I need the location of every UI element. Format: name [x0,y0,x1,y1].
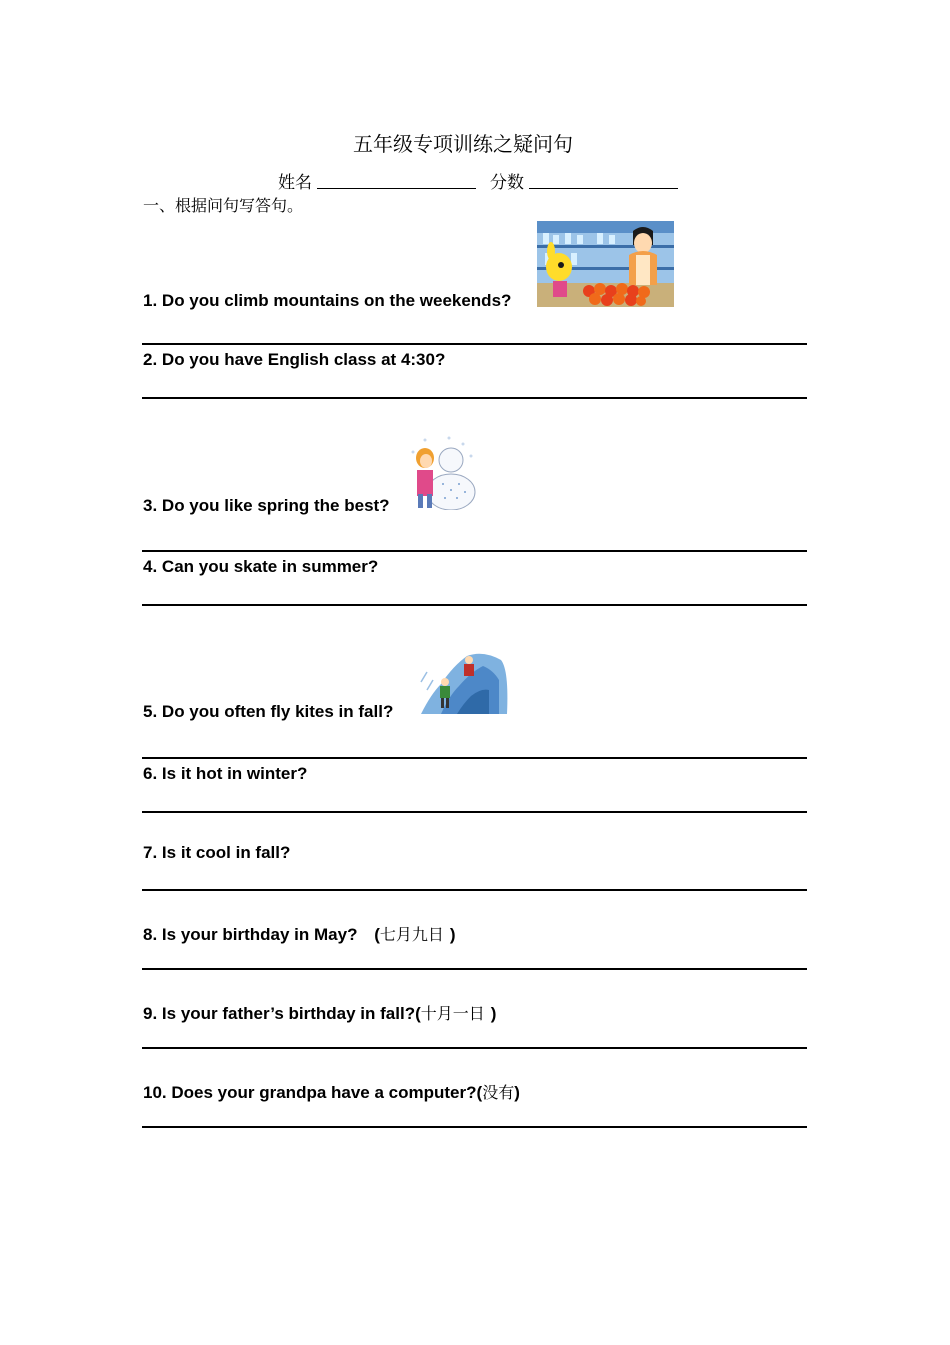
answer-line-2[interactable] [142,397,807,399]
question-text: Is it cool in fall? [161,843,291,862]
question-text: Do you like spring the best? [161,496,390,515]
question-number: 1. [143,291,158,310]
question-6 [143,764,307,784]
name-label: 姓名 [278,173,312,193]
answer-line-5[interactable] [142,757,807,759]
answer-line-7[interactable] [142,889,807,891]
question-number: 4. [143,557,158,576]
question-hint: 没有 [482,1083,515,1102]
question-text: Is it hot in winter? [161,764,308,783]
question-text: Do you have English class at 4:30? [161,350,446,369]
hint-open: ( [374,925,380,944]
section-heading: 一、根据问句写答句。 [143,196,304,215]
question-number: 9. [143,1004,158,1023]
question-text: Is your father’s birthday in fall? [161,1004,416,1023]
question-1 [143,291,511,311]
answer-line-10[interactable] [142,1126,807,1128]
question-number: 5. [143,702,158,721]
question-hint: 七月九日 [379,925,444,944]
question-number: 10. [143,1083,167,1102]
hint-open: ( [415,1004,421,1023]
answer-line-9[interactable] [142,1047,807,1049]
name-blank[interactable] [317,188,476,189]
snowman-illustration [405,434,479,510]
question-5 [143,702,393,722]
answer-line-8[interactable] [142,968,807,970]
question-number: 6. [143,764,158,783]
question-hint: 十月一日 [420,1004,485,1023]
question-2 [143,350,445,370]
hint-open: ( [476,1083,483,1102]
score-blank[interactable] [529,188,678,189]
question-number: 8. [143,925,158,944]
question-8 [143,922,456,945]
hint-close: ) [514,1083,520,1102]
question-7 [143,843,290,863]
mountain-climbing-illustration [417,648,509,716]
question-4 [143,557,378,577]
question-text: Do you often fly kites in fall? [161,702,394,721]
question-10 [143,1080,520,1103]
question-text: Does your grandpa have a computer? [171,1083,477,1102]
question-number: 3. [143,496,158,515]
score-label: 分数 [490,173,524,193]
hint-close: ) [490,1004,497,1023]
answer-line-6[interactable] [142,811,807,813]
question-text: Can you skate in summer? [161,557,379,576]
answer-line-4[interactable] [142,604,807,606]
answer-line-1[interactable] [142,343,807,345]
answer-line-3[interactable] [142,550,807,552]
question-text: Is your birthday in May? [161,925,358,944]
shopping-fruit-illustration [537,221,674,307]
page-title: 五年级专项训练之疑问句 [353,132,573,156]
question-number: 7. [143,843,158,862]
question-text: Do you climb mountains on the weekends? [161,291,512,310]
question-9 [143,1001,496,1024]
hint-close: ) [449,925,456,944]
question-number: 2. [143,350,158,369]
question-3 [143,496,390,516]
